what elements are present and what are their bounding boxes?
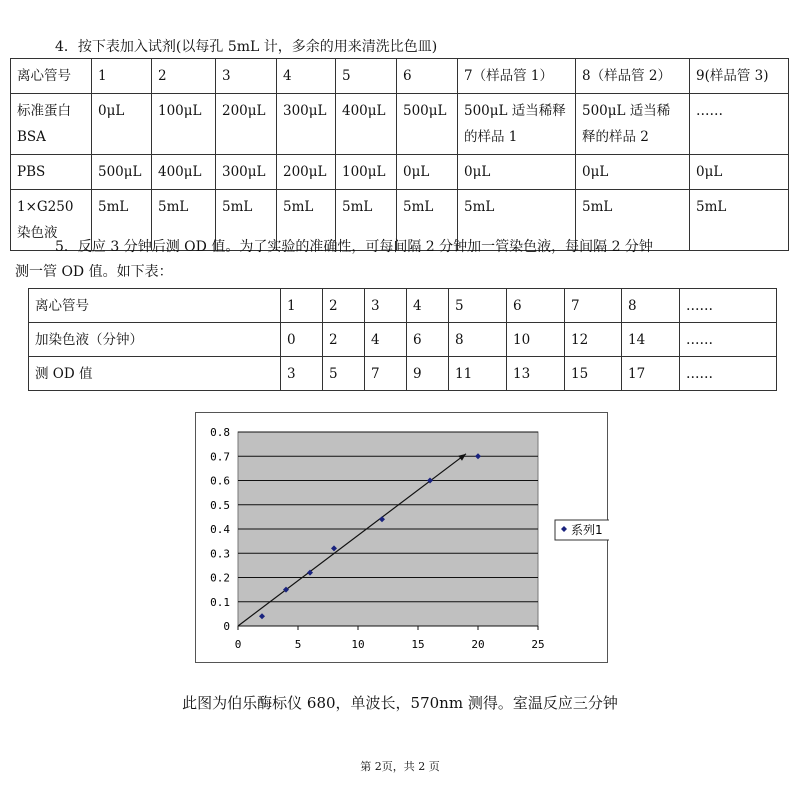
y-tick-label: 0 xyxy=(223,620,230,633)
table-cell: 200μL xyxy=(216,94,277,155)
table-cell: 0μL xyxy=(576,155,690,190)
table-cell: 5 xyxy=(323,357,365,391)
table-cell: 300μL xyxy=(277,94,336,155)
x-tick-label: 20 xyxy=(471,638,485,651)
table-cell: 6 xyxy=(507,289,565,323)
table-row xyxy=(29,323,777,357)
table-cell: 11 xyxy=(449,357,507,391)
table-cell: 6 xyxy=(397,59,458,94)
table-cell: 400μL xyxy=(152,155,216,190)
table-cell: 100μL xyxy=(336,155,397,190)
table-cell: 7 xyxy=(565,289,622,323)
table-cell: 100μL xyxy=(152,94,216,155)
table-cell: 3 xyxy=(216,59,277,94)
y-tick-label: 0.3 xyxy=(210,547,230,561)
table-cell: 5mL xyxy=(458,190,576,251)
table-cell: 5 xyxy=(449,289,507,323)
row-header-cell: 1×G250染色液 xyxy=(11,190,92,251)
table-cell: 5mL xyxy=(277,190,336,251)
table-cell: 5mL xyxy=(92,190,152,251)
y-tick-label: 0.7 xyxy=(210,450,230,464)
table-cell: 2 xyxy=(323,289,365,323)
table-cell: 6 xyxy=(407,323,449,357)
step4-heading: 4．按下表加入试剂(以每孔 5mL 计，多余的用来清洗比色皿) xyxy=(55,39,438,55)
table-cell: 12 xyxy=(565,323,622,357)
table-cell: 0 xyxy=(281,323,323,357)
table-cell: 400μL xyxy=(336,94,397,155)
table-cell: 500μL 适当稀释的样品 1 xyxy=(458,94,576,155)
table-cell: 5mL xyxy=(690,190,789,251)
od-chart xyxy=(195,412,609,664)
x-tick-label: 15 xyxy=(411,638,425,651)
table-cell: 3 xyxy=(281,357,323,391)
table-cell: 15 xyxy=(565,357,622,391)
table-cell: 8（样品管 2） xyxy=(576,59,690,94)
row-header-cell: 标准蛋白BSA xyxy=(11,94,92,155)
y-tick-label: 0.2 xyxy=(210,571,230,585)
chart-caption: 此图为伯乐酶标仪 680，单波长，570nm 测得。室温反应三分钟 xyxy=(182,694,618,712)
table-cell: 300μL xyxy=(216,155,277,190)
y-tick-label: 0.4 xyxy=(210,523,230,536)
x-tick-label: 25 xyxy=(531,638,545,651)
table-cell: 5mL xyxy=(216,190,277,251)
table-cell: 5mL xyxy=(152,190,216,251)
y-tick-label: 0.6 xyxy=(210,474,230,488)
row-header-cell: 离心管号 xyxy=(11,59,92,94)
x-tick-label: 10 xyxy=(351,638,365,651)
table-cell: 9 xyxy=(407,357,449,391)
y-tick-label: 0.8 xyxy=(210,426,230,439)
table-cell: 8 xyxy=(622,289,680,323)
y-tick-label: 0.1 xyxy=(210,595,230,609)
table-cell: 8 xyxy=(449,323,507,357)
table-cell: 13 xyxy=(507,357,565,391)
table-cell: 0μL xyxy=(397,155,458,190)
table-cell: 5mL xyxy=(397,190,458,251)
table-cell: …… xyxy=(690,94,789,155)
table-cell: 1 xyxy=(281,289,323,323)
table-cell: 200μL xyxy=(277,155,336,190)
table-cell: 7（样品管 1） xyxy=(458,59,576,94)
table-cell: 9(样品管 3) xyxy=(690,59,789,94)
table-row xyxy=(29,357,777,391)
table-cell: 14 xyxy=(622,323,680,357)
table-cell: 4 xyxy=(365,323,407,357)
table-cell: 1 xyxy=(92,59,152,94)
y-tick-label: 0.5 xyxy=(210,498,230,512)
legend-label: 系列1 xyxy=(571,523,603,537)
row-header-cell: PBS xyxy=(11,155,92,190)
table-cell: 500μL 适当稀释的样品 2 xyxy=(576,94,690,155)
table-cell: 2 xyxy=(323,323,365,357)
table-cell: 7 xyxy=(365,357,407,391)
table-cell: 5mL xyxy=(336,190,397,251)
table-cell: 5mL xyxy=(576,190,690,251)
table-cell: 4 xyxy=(407,289,449,323)
row-header-cell: 加染色液（分钟） xyxy=(29,323,281,357)
step5-line1: 5．反应 3 分钟后测 OD 值。为了实验的准确性，可每间隔 2 分钟加一管染色液，每间隔 2 分钟 xyxy=(55,239,653,255)
reagent-table xyxy=(10,58,789,251)
table-cell: 0μL xyxy=(690,155,789,190)
x-tick-label: 5 xyxy=(294,638,302,651)
x-tick-label: 0 xyxy=(234,638,242,651)
table-cell: 3 xyxy=(365,289,407,323)
table-cell: 5 xyxy=(336,59,397,94)
table-row xyxy=(29,289,777,323)
row-header-cell: 离心管号 xyxy=(29,289,281,323)
step5-line2: 测一管 OD 值。如下表： xyxy=(15,264,173,280)
table-cell: 2 xyxy=(152,59,216,94)
table-cell: 4 xyxy=(277,59,336,94)
table-cell: 10 xyxy=(507,323,565,357)
table-cell: 500μL xyxy=(397,94,458,155)
table-cell: 500μL xyxy=(92,155,152,190)
timing-table xyxy=(28,288,777,391)
table-row xyxy=(11,59,789,94)
table-cell: …… xyxy=(680,289,777,323)
table-cell: 0μL xyxy=(92,94,152,155)
page-footer: 第 2页，共 2 页 xyxy=(360,760,440,773)
table-cell: 0μL xyxy=(458,155,576,190)
table-cell: 17 xyxy=(622,357,680,391)
table-row xyxy=(11,94,789,155)
table-cell: …… xyxy=(680,357,777,391)
table-row xyxy=(11,155,789,190)
row-header-cell: 测 OD 值 xyxy=(29,357,281,391)
table-cell: …… xyxy=(680,323,777,357)
